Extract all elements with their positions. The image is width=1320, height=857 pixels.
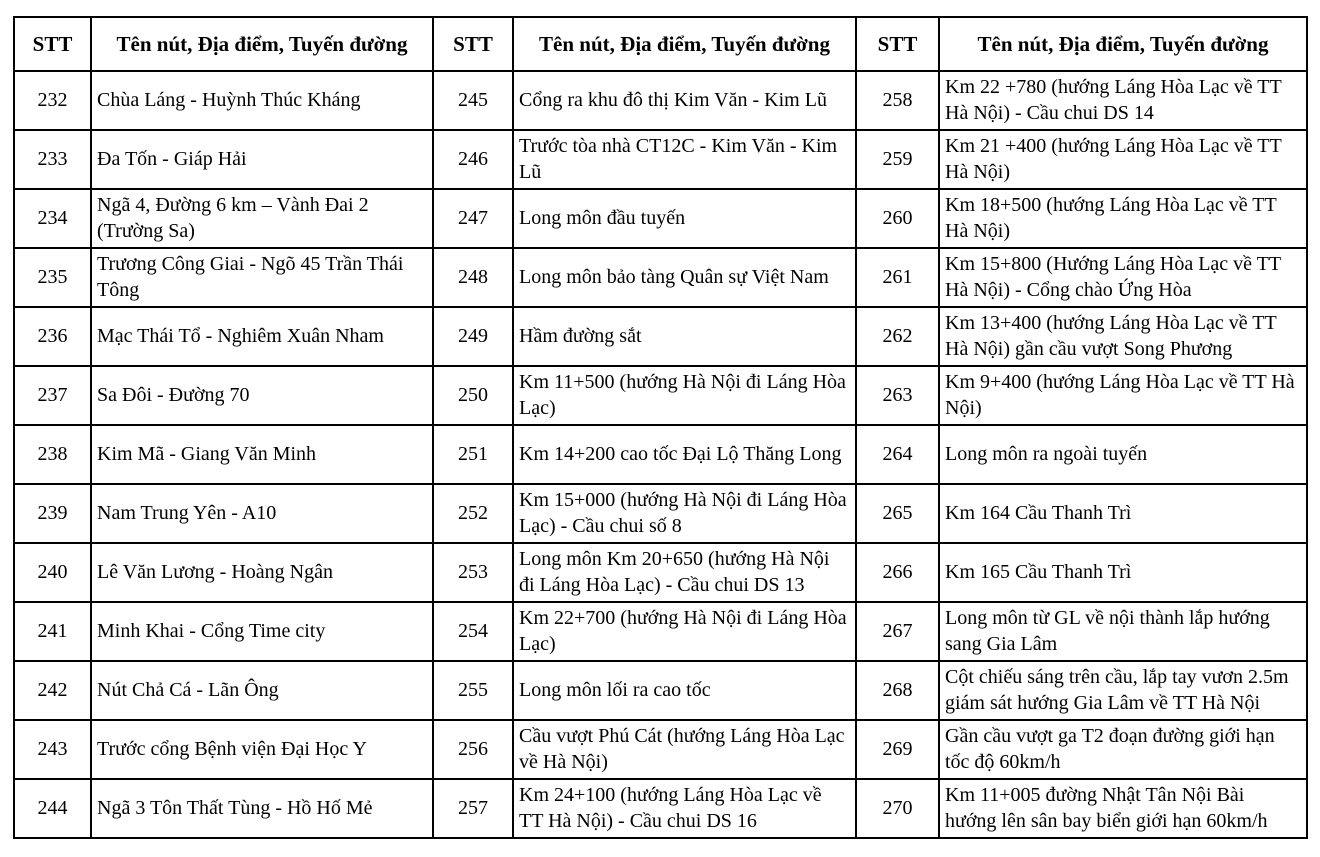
stt-cell: 233	[14, 130, 91, 189]
stt-cell: 250	[433, 366, 513, 425]
stt-cell: 253	[433, 543, 513, 602]
location-cell: Cột chiếu sáng trên cầu, lắp tay vươn 2.5m giám sát hướng Gia Lâm về TT Hà Nội	[939, 661, 1307, 720]
location-cell: Km 165 Cầu Thanh Trì	[939, 543, 1307, 602]
stt-cell: 268	[856, 661, 939, 720]
location-cell: Trước tòa nhà CT12C - Kim Văn - Kim Lũ	[513, 130, 856, 189]
location-cell: Gần cầu vượt ga T2 đoạn đường giới hạn tốc độ 60km/h	[939, 720, 1307, 779]
stt-cell: 256	[433, 720, 513, 779]
location-cell: Long môn đầu tuyến	[513, 189, 856, 248]
location-cell: Km 24+100 (hướng Láng Hòa Lạc về TT Hà Nội) - Cầu chui DS 16	[513, 779, 856, 838]
location-cell: Long môn bảo tàng Quân sự Việt Nam	[513, 248, 856, 307]
stt-cell: 239	[14, 484, 91, 543]
location-cell: Km 22+700 (hướng Hà Nội đi Láng Hòa Lạc)	[513, 602, 856, 661]
location-cell: Lê Văn Lương - Hoàng Ngân	[91, 543, 433, 602]
location-cell: Kim Mã - Giang Văn Minh	[91, 425, 433, 484]
location-cell: Cổng ra khu đô thị Kim Văn - Kim Lũ	[513, 71, 856, 130]
location-cell: Long môn từ GL về nội thành lắp hướng sang Gia Lâm	[939, 602, 1307, 661]
stt-cell: 232	[14, 71, 91, 130]
location-cell: Trương Công Giai - Ngõ 45 Trần Thái Tông	[91, 248, 433, 307]
stt-cell: 259	[856, 130, 939, 189]
stt-cell: 238	[14, 425, 91, 484]
location-cell: Km 14+200 cao tốc Đại Lộ Thăng Long	[513, 425, 856, 484]
stt-cell: 243	[14, 720, 91, 779]
table-row	[14, 307, 1307, 366]
stt-cell: 261	[856, 248, 939, 307]
location-cell: Mạc Thái Tổ - Nghiêm Xuân Nham	[91, 307, 433, 366]
table-row	[14, 248, 1307, 307]
stt-cell: 254	[433, 602, 513, 661]
location-cell: Km 164 Cầu Thanh Trì	[939, 484, 1307, 543]
header-name-col3: Tên nút, Địa điểm, Tuyến đường	[939, 17, 1307, 71]
location-cell: Ngã 3 Tôn Thất Tùng - Hồ Hố Mẻ	[91, 779, 433, 838]
stt-cell: 270	[856, 779, 939, 838]
stt-cell: 246	[433, 130, 513, 189]
stt-cell: 257	[433, 779, 513, 838]
location-cell: Ngã 4, Đường 6 km – Vành Đai 2 (Trường Sa)	[91, 189, 433, 248]
location-cell: Đa Tốn - Giáp Hải	[91, 130, 433, 189]
location-cell: Long môn lối ra cao tốc	[513, 661, 856, 720]
stt-cell: 248	[433, 248, 513, 307]
stt-cell: 265	[856, 484, 939, 543]
location-cell: Long môn ra ngoài tuyến	[939, 425, 1307, 484]
location-cell: Nút Chả Cá - Lãn Ông	[91, 661, 433, 720]
stt-cell: 263	[856, 366, 939, 425]
location-cell: Km 13+400 (hướng Láng Hòa Lạc về TT Hà Nội) gần cầu vượt Song Phương	[939, 307, 1307, 366]
location-cell: Km 22 +780 (hướng Láng Hòa Lạc về TT Hà Nội) - Cầu chui DS 14	[939, 71, 1307, 130]
location-cell: Km 15+000 (hướng Hà Nội đi Láng Hòa Lạc) - Cầu chui số 8	[513, 484, 856, 543]
header-name-col2: Tên nút, Địa điểm, Tuyến đường	[513, 17, 856, 71]
stt-cell: 240	[14, 543, 91, 602]
table-row	[14, 189, 1307, 248]
location-cell: Sa Đôi - Đường 70	[91, 366, 433, 425]
stt-cell: 245	[433, 71, 513, 130]
header-stt-col1: STT	[14, 17, 91, 71]
stt-cell: 260	[856, 189, 939, 248]
location-cell: Km 9+400 (hướng Láng Hòa Lạc về TT Hà Nội)	[939, 366, 1307, 425]
traffic-locations-table	[13, 16, 1308, 839]
stt-cell: 235	[14, 248, 91, 307]
location-cell: Km 11+005 đường Nhật Tân Nội Bài hướng lên sân bay biển giới hạn 60km/h	[939, 779, 1307, 838]
header-row	[14, 17, 1307, 71]
table-row	[14, 130, 1307, 189]
stt-cell: 244	[14, 779, 91, 838]
table-row	[14, 543, 1307, 602]
location-cell: Km 15+800 (Hướng Láng Hòa Lạc về TT Hà Nội) - Cổng chào Ứng Hòa	[939, 248, 1307, 307]
stt-cell: 241	[14, 602, 91, 661]
location-cell: Minh Khai - Cổng Time city	[91, 602, 433, 661]
table-row	[14, 661, 1307, 720]
stt-cell: 266	[856, 543, 939, 602]
table-row	[14, 366, 1307, 425]
location-cell: Km 18+500 (hướng Láng Hòa Lạc về TT Hà Nội)	[939, 189, 1307, 248]
stt-cell: 251	[433, 425, 513, 484]
table-row	[14, 602, 1307, 661]
stt-cell: 249	[433, 307, 513, 366]
stt-cell: 269	[856, 720, 939, 779]
table-row	[14, 484, 1307, 543]
location-cell: Nam Trung Yên - A10	[91, 484, 433, 543]
header-stt-col3: STT	[856, 17, 939, 71]
stt-cell: 234	[14, 189, 91, 248]
stt-cell: 267	[856, 602, 939, 661]
stt-cell: 255	[433, 661, 513, 720]
location-cell: Trước cổng Bệnh viện Đại Học Y	[91, 720, 433, 779]
location-cell: Chùa Láng - Huỳnh Thúc Kháng	[91, 71, 433, 130]
location-cell: Km 11+500 (hướng Hà Nội đi Láng Hòa Lạc)	[513, 366, 856, 425]
table-row	[14, 720, 1307, 779]
stt-cell: 237	[14, 366, 91, 425]
stt-cell: 247	[433, 189, 513, 248]
location-cell: Long môn Km 20+650 (hướng Hà Nội đi Láng Hòa Lạc) - Cầu chui DS 13	[513, 543, 856, 602]
stt-cell: 252	[433, 484, 513, 543]
table-row	[14, 425, 1307, 484]
stt-cell: 258	[856, 71, 939, 130]
stt-cell: 262	[856, 307, 939, 366]
header-name-col1: Tên nút, Địa điểm, Tuyến đường	[91, 17, 433, 71]
table-row	[14, 779, 1307, 838]
table-row	[14, 71, 1307, 130]
stt-cell: 242	[14, 661, 91, 720]
location-cell: Hầm đường sắt	[513, 307, 856, 366]
stt-cell: 236	[14, 307, 91, 366]
location-cell: Cầu vượt Phú Cát (hướng Láng Hòa Lạc về Hà Nội)	[513, 720, 856, 779]
header-stt-col2: STT	[433, 17, 513, 71]
location-cell: Km 21 +400 (hướng Láng Hòa Lạc về TT Hà Nội)	[939, 130, 1307, 189]
stt-cell: 264	[856, 425, 939, 484]
